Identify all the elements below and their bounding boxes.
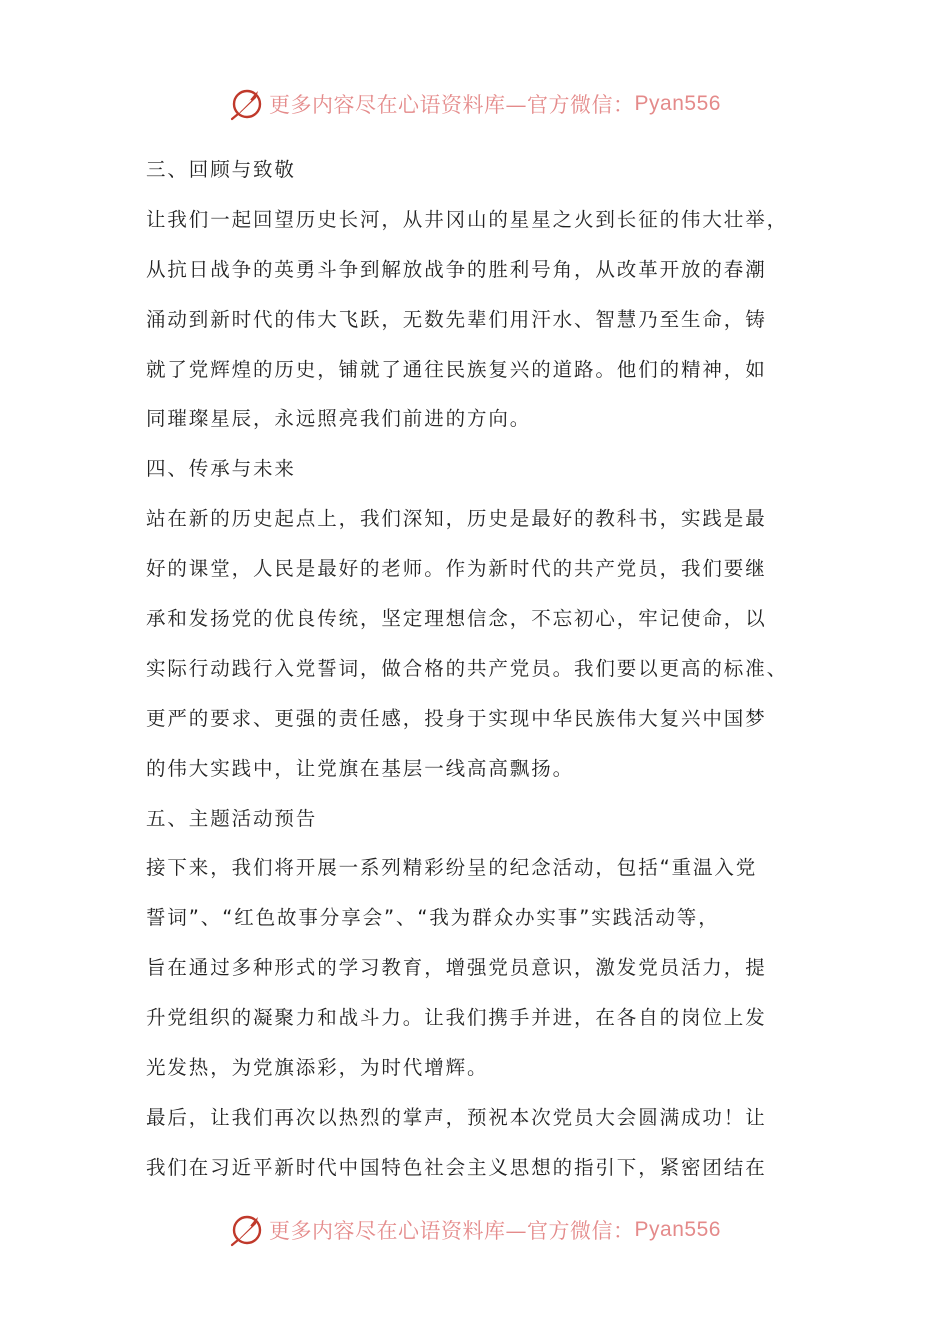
document-body: [146, 145, 814, 1193]
body-line: 就了党辉煌的历史，铺就了通往民族复兴的道路。他们的精神，如: [146, 357, 767, 381]
body-line: 旨在通过多种形式的学习教育，增强党员意识，激发党员活力，提: [146, 956, 767, 980]
section-heading-inheritance: 四、传承与未来: [146, 457, 296, 481]
body-line: 同璀璨星辰，永远照亮我们前进的方向。: [146, 407, 532, 431]
body-line: 实际行动践行入党誓词，做合格的共产党员。我们要以更高的标准、: [146, 656, 789, 680]
body-line: 从抗日战争的英勇斗争到解放战争的胜利号角，从改革开放的春潮: [146, 257, 767, 281]
watermark-text: 更多内容尽在心语资料库—官方微信：: [269, 93, 635, 117]
body-line: 我们在习近平新时代中国特色社会主义思想的指引下，紧密团结在: [146, 1155, 767, 1179]
section-heading-activities: 五、主题活动预告: [146, 806, 318, 830]
section-heading-review: 三、回顾与致敬: [146, 158, 296, 181]
body-line: 的伟大实践中，让党旗在基层一线高高飘扬。: [146, 756, 575, 780]
watermark-text: 更多内容尽在心语资料库—官方微信：: [269, 1219, 635, 1243]
body-line: 更严的要求、更强的责任感，投身于实现中华民族伟大复兴中国梦: [146, 706, 767, 730]
watermark-wechat-id: Pyan556: [634, 92, 721, 115]
body-line: 涌动到新时代的伟大飞跃，无数先辈们用汗水、智慧乃至生命，铸: [146, 307, 767, 331]
body-line: 让我们一起回望历史长河，从井冈山的星星之火到长征的伟大壮举，: [146, 207, 789, 231]
body-line: 誓词”、“红色故事分享会”、“我为群众办实事”实践活动等，: [146, 906, 720, 930]
body-line: 光发热，为党旗添彩，为时代增辉。: [146, 1056, 489, 1080]
watermark-wechat-id: Pyan556: [634, 1218, 721, 1241]
header-watermark: [0, 84, 950, 124]
body-line: 最后，让我们再次以热烈的掌声，预祝本次党员大会圆满成功！让: [146, 1105, 767, 1129]
quill-logo-icon: [229, 1212, 265, 1248]
body-line: 接下来，我们将开展一系列精彩纷呈的纪念活动，包括“重温入党: [146, 856, 758, 880]
quill-logo-icon: [229, 86, 265, 122]
body-line: 好的课堂，人民是最好的老师。作为新时代的共产党员，我们要继: [146, 557, 767, 581]
body-line: 升党组织的凝聚力和战斗力。让我们携手并进，在各自的岗位上发: [146, 1006, 767, 1030]
body-line: 承和发扬党的优良传统，坚定理想信念，不忘初心，牢记使命，以: [146, 607, 767, 631]
body-line: 站在新的历史起点上，我们深知，历史是最好的教科书，实践是最: [146, 507, 767, 531]
footer-watermark: [0, 1210, 950, 1250]
